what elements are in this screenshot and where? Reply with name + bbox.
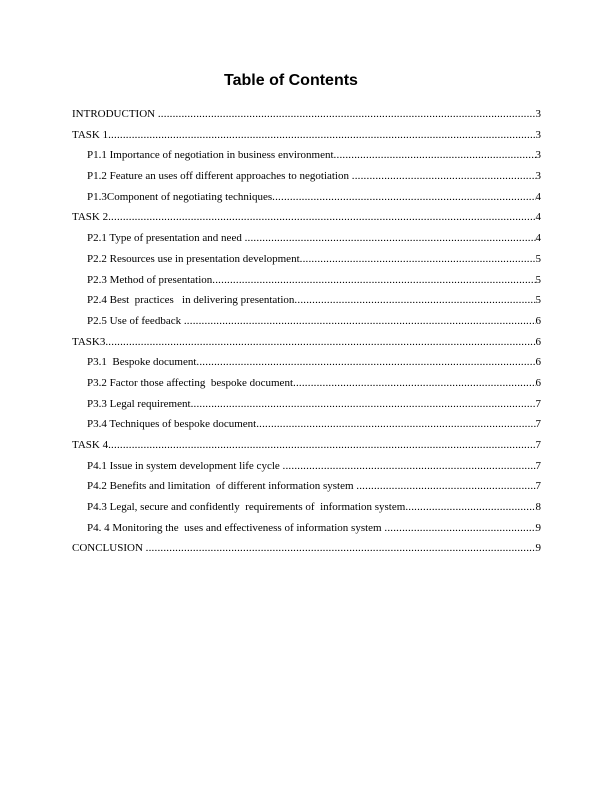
toc-dot-leader [356,476,535,497]
toc-page-number: 6 [535,335,541,348]
toc-entry-label: CONCLUSION [72,542,146,555]
toc-entry[interactable] [72,145,541,166]
toc-entry-label: P3.3 Legal requirement [87,397,191,410]
toc-entry-label: P3.2 Factor those affecting bespoke document [87,376,293,389]
toc-entry[interactable] [72,290,541,311]
toc-page-number: 5 [535,294,541,307]
toc-dot-leader [196,352,535,373]
toc-page-number: 6 [535,376,541,389]
toc-page-number: 3 [535,128,541,141]
toc-page-number: 3 [535,149,541,162]
toc-entry[interactable] [72,435,541,456]
toc-dot-leader [158,104,536,125]
toc-entry[interactable] [72,476,541,497]
toc-entry-label: TASK3 [72,335,106,348]
toc-dot-leader [272,187,535,208]
toc-entry-label: TASK 2 [72,211,109,224]
toc-entry-label: P4.2 Benefits and limitation of different information system [87,480,357,493]
toc-entry[interactable] [72,166,541,187]
toc-entry-label: INTRODUCTION [72,108,158,120]
toc-dot-leader [212,270,535,291]
toc-entry-label: TASK 1 [72,128,109,141]
toc-page-number: 4 [535,211,541,224]
toc-entry[interactable] [72,125,541,146]
toc-dot-leader [300,249,536,270]
toc-entry[interactable] [72,518,541,539]
toc-dot-leader [108,207,535,228]
toc-dot-leader [334,145,536,166]
toc-entry-label: P4.1 Issue in system development life cycle [87,459,283,472]
toc-entry[interactable] [72,332,541,353]
toc-entry[interactable] [72,394,541,415]
toc-dot-leader [245,228,536,249]
toc-page-number: 9 [535,521,541,534]
toc-entry[interactable] [72,270,541,291]
toc-entry-label: P3.4 Techniques of bespoke document [87,418,257,431]
toc-dot-leader [108,435,535,456]
toc-page-number: 4 [535,232,541,245]
toc-page-number: 7 [535,459,541,472]
toc-dot-leader [184,311,536,332]
toc-entry[interactable] [72,187,541,208]
toc-entry-label: P2.2 Resources use in presentation development [87,252,300,265]
toc-entry[interactable] [72,497,541,518]
toc-page-number: 6 [535,356,541,369]
toc-entry-label: P2.4 Best practices in delivering presentation [87,294,295,307]
toc-page-number: 5 [535,273,541,286]
toc-entry[interactable] [72,373,541,394]
toc-entry[interactable] [72,456,541,477]
toc-entry-label: P1.2 Feature an uses off different approaches to negotiation [87,170,352,183]
toc-entry[interactable] [72,311,541,332]
toc-page-number: 7 [535,439,541,451]
toc-dot-leader [105,332,535,353]
toc-entry-label: P2.1 Type of presentation and need [87,232,245,245]
toc-page-number: 3 [535,170,541,183]
toc-entry[interactable] [72,249,541,270]
toc-entry-label: P1.1 Importance of negotiation in business environment [87,149,334,162]
toc-dot-leader [108,125,535,146]
toc-dot-leader [405,497,535,518]
toc-entry-label: P3.1 Bespoke document [87,356,197,369]
toc-dot-leader [146,538,536,559]
toc-entry[interactable] [72,352,541,373]
toc-dot-leader [352,166,536,187]
toc-page-number: 9 [535,542,541,555]
toc-page-number: 8 [535,501,541,514]
toc-dot-leader [283,456,536,477]
toc-entry[interactable] [72,228,541,249]
toc-dot-leader [256,414,535,435]
toc-page-number: 7 [535,418,541,431]
toc-entry[interactable] [72,414,541,435]
toc-entry-label: P4. 4 Monitoring the uses and effectiveness of information system [87,521,385,534]
toc-title: Table of Contents [224,72,358,89]
toc-entry-label: P2.3 Method of presentation [87,273,213,286]
toc-entry[interactable] [72,104,541,125]
toc-page-number: 6 [535,314,541,327]
toc-page-number: 4 [535,190,541,203]
toc-entry-label: TASK 4 [72,439,109,451]
toc-entry-label: P2.5 Use of feedback [87,314,184,327]
toc-list [72,104,541,559]
toc-page-number: 7 [535,480,541,493]
toc-dot-leader [293,373,536,394]
toc-page-number: 3 [535,108,541,120]
toc-dot-leader [384,518,535,539]
toc-page-number: 5 [535,252,541,265]
toc-dot-leader [294,290,535,311]
toc-entry[interactable] [72,538,541,559]
toc-entry-label: P4.3 Legal, secure and confidently requirements of information system [87,501,406,514]
toc-page-number: 7 [535,397,541,410]
toc-entry-label: P1.3Component of negotiating techniques [87,190,273,203]
toc-entry[interactable] [72,207,541,228]
toc-dot-leader [191,394,536,415]
